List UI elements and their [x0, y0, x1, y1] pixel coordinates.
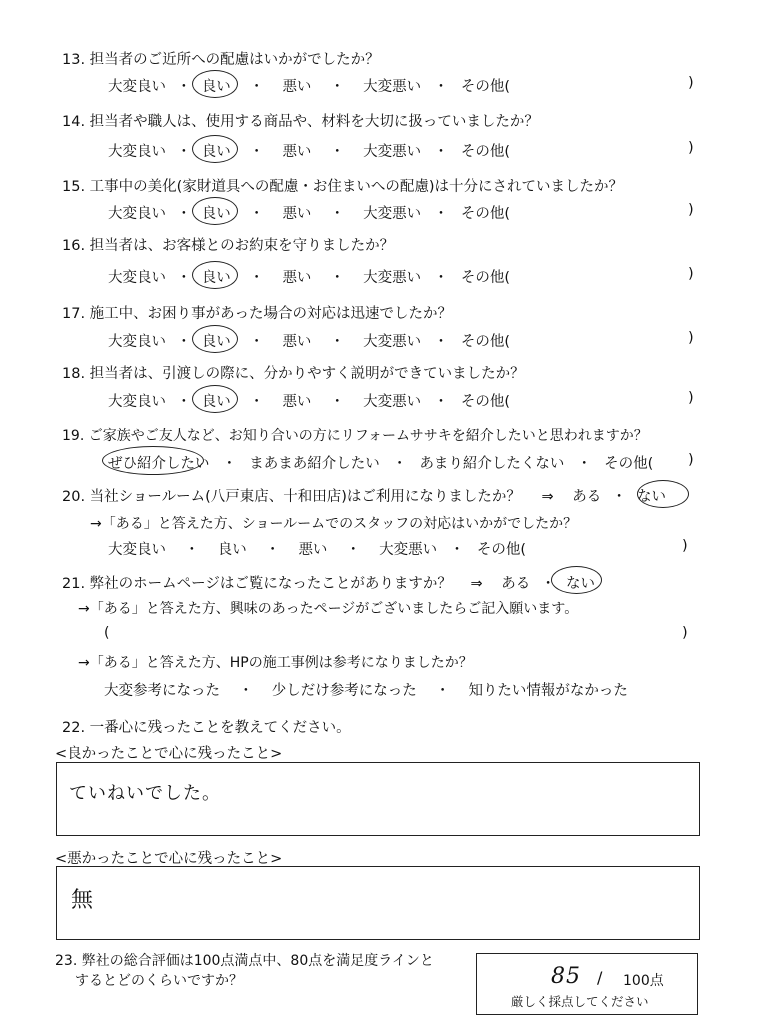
option-good[interactable]: 良い — [201, 394, 231, 410]
separator: ・ — [249, 206, 264, 222]
separator: ・ — [330, 334, 345, 350]
question-13: 13. 担当者のご近所への配慮はいかがでしたか？ — [62, 52, 380, 68]
open-paren: ( — [104, 625, 110, 641]
q13-options — [108, 75, 510, 96]
option-bad[interactable]: 悪い — [282, 144, 312, 160]
separator: ・ — [435, 683, 450, 699]
option-good[interactable]: 良い — [201, 334, 231, 350]
option-very-helpful[interactable]: 大変参考になった — [104, 683, 220, 699]
option-no[interactable]: ない — [637, 489, 666, 505]
separator: ・ — [265, 542, 280, 558]
separator: ・ — [433, 79, 449, 95]
separator: ・ — [249, 394, 264, 410]
answer-circle-mark — [192, 135, 238, 163]
separator: ・ — [330, 394, 345, 410]
separator: ・ — [433, 206, 449, 222]
good-memory-answer: ていねいでした。 — [69, 783, 221, 804]
option-very-bad[interactable]: 大変悪い — [363, 394, 422, 410]
option-other[interactable]: その他( — [460, 144, 511, 160]
separator: ・ — [330, 206, 345, 222]
separator: ・ — [249, 334, 264, 350]
option-other[interactable]: その他( — [460, 79, 511, 95]
separator: ・ — [176, 394, 192, 410]
q18-options — [108, 390, 510, 411]
separator: ・ — [184, 542, 200, 558]
option-yes[interactable]: ある — [501, 576, 531, 592]
answer-circle-mark — [102, 446, 204, 475]
separator: ・ — [249, 144, 264, 160]
option-very-bad[interactable]: 大変悪い — [379, 542, 438, 558]
close-paren: ) — [688, 266, 694, 282]
separator: ・ — [176, 144, 192, 160]
arrow-icon: ⇒ — [541, 489, 554, 505]
q15-options — [108, 202, 510, 223]
question-20-text: 20. 当社ショールーム(八戸東店、十和田店)はご利用になりましたか？ — [62, 489, 521, 505]
option-other[interactable]: その他( — [460, 334, 511, 350]
option-very-bad[interactable]: 大変悪い — [363, 206, 422, 222]
q20-options — [108, 538, 526, 559]
close-paren: ) — [682, 538, 688, 554]
answer-circle-mark — [637, 480, 689, 508]
separator: ・ — [449, 542, 465, 558]
close-paren: ) — [688, 140, 694, 156]
option-other[interactable]: その他( — [460, 270, 511, 286]
answer-circle-mark — [551, 566, 602, 594]
option-other[interactable]: その他( — [460, 206, 511, 222]
q14-options — [108, 140, 510, 161]
question-20 — [62, 485, 666, 506]
separator: ・ — [611, 489, 627, 505]
option-very-good[interactable]: 大変良い — [108, 334, 166, 350]
q21-followup-1: →「ある」と答えた方、興味のあったページがございましたらご記入願います。 — [78, 601, 579, 617]
option-good[interactable]: 良い — [201, 206, 231, 222]
option-definitely[interactable]: ぜひ紹介したい — [108, 456, 210, 472]
question-21 — [62, 572, 595, 593]
separator: ・ — [330, 144, 345, 160]
close-paren: ) — [688, 330, 694, 346]
option-very-bad[interactable]: 大変悪い — [363, 79, 422, 95]
separator: ・ — [433, 270, 449, 286]
option-very-good[interactable]: 大変良い — [108, 270, 166, 286]
answer-circle-mark — [192, 385, 238, 413]
answer-circle-mark — [192, 197, 238, 225]
question-18: 18. 担当者は、引渡しの際に、分かりやすく説明ができていましたか？ — [62, 366, 525, 382]
option-other[interactable]: その他( — [604, 456, 654, 472]
option-bad[interactable]: 悪い — [282, 79, 312, 95]
separator: ・ — [392, 456, 407, 472]
option-good[interactable]: 良い — [201, 270, 231, 286]
option-very-good[interactable]: 大変良い — [108, 79, 166, 95]
separator: ・ — [330, 79, 345, 95]
q17-options — [108, 330, 510, 351]
option-good[interactable]: 良い — [217, 542, 247, 558]
option-bad[interactable]: 悪い — [282, 334, 312, 350]
q20-followup: →「ある」と答えた方、ショールームでのスタッフの対応はいかがでしたか？ — [90, 516, 578, 532]
arrow-icon: ⇒ — [470, 576, 483, 592]
question-15: 15. 工事中の美化(家財道具への配慮・お住まいへの配慮)は十分にされていましたか？ — [62, 179, 623, 195]
option-very-good[interactable]: 大変良い — [108, 206, 166, 222]
question-22: 22. 一番心に残ったことを教えてください。 — [62, 720, 351, 736]
score-note: 厳しく採点してください — [511, 994, 649, 1009]
close-paren: ) — [688, 452, 694, 468]
score-max: 100点 — [623, 973, 664, 989]
question-17: 17. 施工中、お困り事があった場合の対応は迅速でしたか？ — [62, 306, 453, 322]
close-paren: ) — [688, 390, 694, 406]
close-paren: ) — [688, 202, 694, 218]
separator: ・ — [176, 334, 192, 350]
separator: ・ — [238, 683, 254, 699]
separator: ・ — [540, 576, 556, 592]
separator: ・ — [249, 79, 264, 95]
answer-circle-mark — [192, 325, 238, 353]
question-23-line1: 23. 弊社の総合評価は100点満点中、80点を満足度ラインと — [55, 953, 434, 969]
option-good[interactable]: 良い — [201, 144, 231, 160]
close-paren: ) — [682, 625, 688, 641]
option-slightly-helpful[interactable]: 少しだけ参考になった — [271, 683, 417, 699]
question-21-text: 21. 弊社のホームページはご覧になったことがありますか？ — [62, 576, 452, 592]
separator: ・ — [346, 542, 361, 558]
good-memory-box[interactable] — [56, 762, 700, 836]
option-bad[interactable]: 悪い — [298, 542, 328, 558]
separator: ・ — [222, 456, 237, 472]
separator: ・ — [176, 79, 192, 95]
bad-memory-box[interactable] — [56, 866, 700, 940]
option-bad[interactable]: 悪い — [282, 270, 312, 286]
close-paren: ) — [688, 75, 694, 91]
question-16: 16. 担当者は、お客様とのお約束を守りましたか？ — [62, 238, 395, 254]
separator: ・ — [330, 270, 345, 286]
separator: ・ — [577, 456, 592, 472]
score-slash: / — [597, 968, 603, 987]
question-19: 19. ご家族やご友人など、お知り合いの方にリフォームササキを紹介したいと思われますか？ — [62, 428, 648, 444]
answer-circle-mark — [192, 261, 238, 289]
option-good[interactable]: 良い — [201, 79, 231, 95]
option-very-bad[interactable]: 大変悪い — [363, 270, 422, 286]
q21-followup-2: →「ある」と答えた方、HPの施工事例は参考になりましたか？ — [78, 655, 473, 671]
option-no[interactable]: ない — [565, 576, 595, 592]
question-23-line2: するとどのくらいですか？ — [75, 973, 243, 989]
option-very-bad[interactable]: 大変悪い — [363, 334, 422, 350]
separator: ・ — [433, 144, 449, 160]
option-somewhat[interactable]: まあまあ紹介したい — [249, 456, 380, 472]
score-box[interactable] — [476, 953, 698, 1015]
option-not-really[interactable]: あまり紹介したくない — [419, 456, 565, 472]
option-other[interactable]: その他( — [460, 394, 511, 410]
score-value: 85 — [551, 964, 581, 989]
separator: ・ — [176, 206, 192, 222]
option-bad[interactable]: 悪い — [282, 206, 312, 222]
option-very-good[interactable]: 大変良い — [108, 394, 166, 410]
bad-memory-label: <悪かったことで心に残ったこと> — [55, 851, 283, 867]
q21-options — [104, 679, 628, 700]
question-14: 14. 担当者や職人は、使用する商品や、材料を大切に扱っていましたか？ — [62, 114, 539, 130]
option-very-bad[interactable]: 大変悪い — [363, 144, 422, 160]
option-other[interactable]: その他( — [476, 542, 527, 558]
bad-memory-answer: 無 — [71, 888, 95, 913]
q16-options — [108, 266, 510, 287]
option-yes[interactable]: ある — [572, 489, 602, 505]
good-memory-label: <良かったことで心に残ったこと> — [55, 746, 283, 762]
option-very-good[interactable]: 大変良い — [108, 144, 166, 160]
separator: ・ — [249, 270, 264, 286]
separator: ・ — [433, 394, 449, 410]
separator: ・ — [433, 334, 449, 350]
option-bad[interactable]: 悪い — [282, 394, 312, 410]
separator: ・ — [176, 270, 192, 286]
answer-circle-mark — [192, 70, 238, 98]
option-not-helpful[interactable]: 知りたい情報がなかった — [468, 683, 628, 699]
option-very-good[interactable]: 大変良い — [108, 542, 166, 558]
